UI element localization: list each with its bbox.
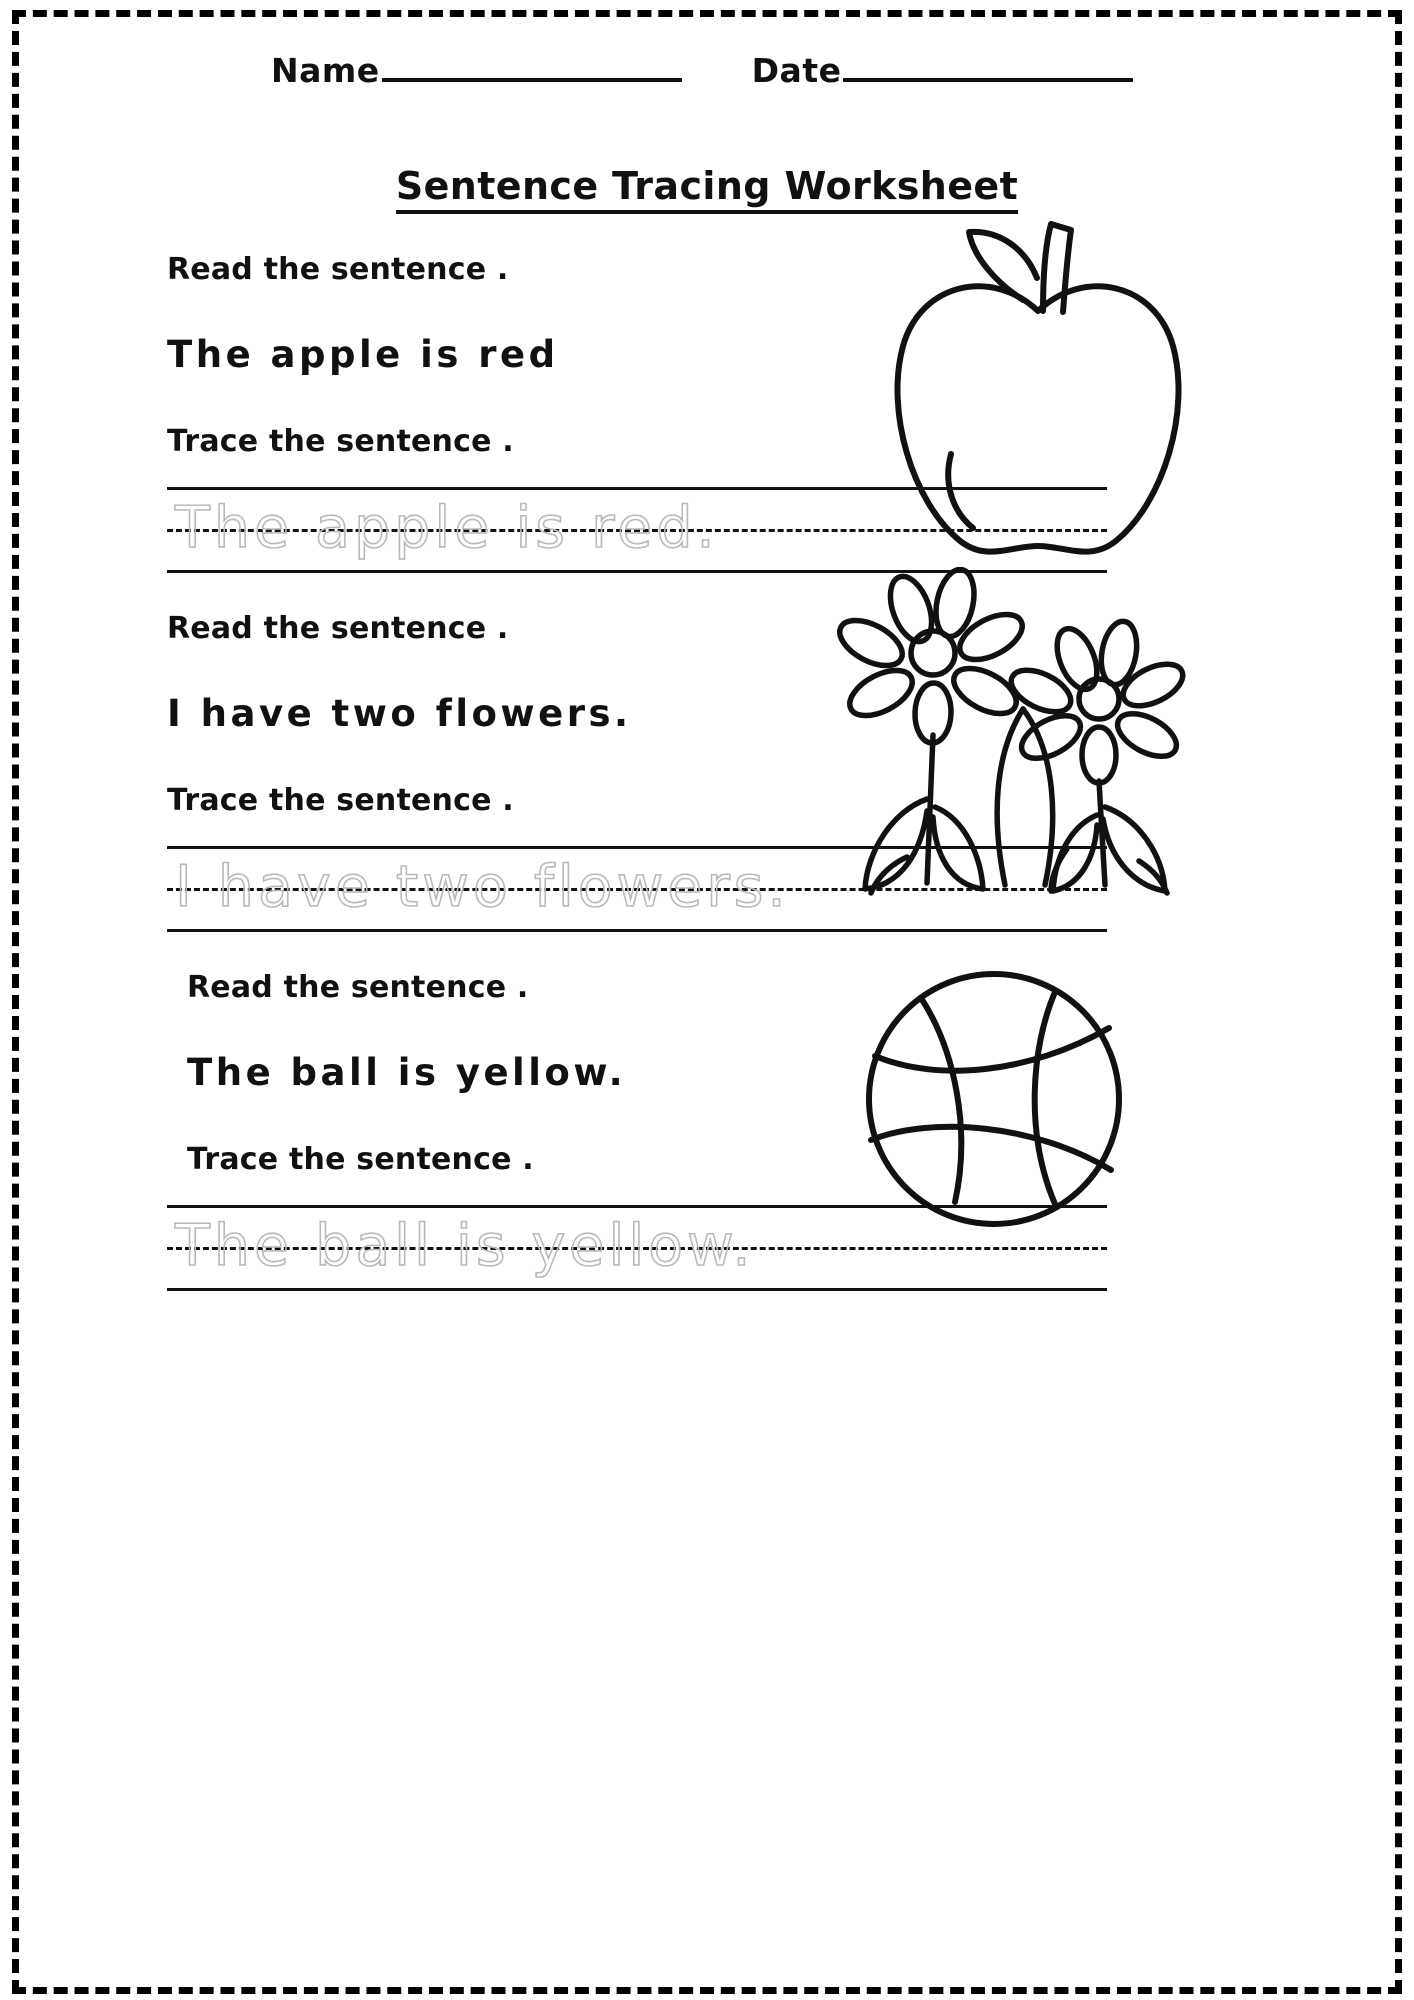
read-prompt-flowers: Read the sentence . [167,611,509,646]
trace-word-ball: Trace [187,1142,279,1177]
page-title: Sentence Tracing Worksheet [396,164,1018,214]
flowers-text-column [167,611,787,818]
trace-rest-flowers: the sentence . [258,783,514,818]
trace-word-apple: Trace [167,424,259,459]
name-label: Name [271,51,380,90]
trace-area-flowers[interactable] [167,846,1107,932]
sentence-apple: The apple is red [167,333,559,376]
worksheet-content [167,14,1247,1291]
exercise-block-apple [167,252,1247,573]
trace-rest-ball: the sentence . [278,1142,534,1177]
read-prompt-ball: Read the sentence . [187,970,529,1005]
trace-prompt-apple [167,424,787,459]
name-field[interactable] [271,48,682,90]
sentence-ball: The ball is yellow. [187,1051,627,1094]
trace-rest-apple: the sentence . [258,424,514,459]
basketball-illustration [859,964,1129,1234]
name-date-row [167,48,1247,90]
trace-prompt-flowers [167,783,787,818]
exercise-block-ball [167,970,1247,1291]
trace-area-apple[interactable] [167,487,1107,573]
trace-prompt-ball [187,1142,807,1177]
title-wrap [167,164,1247,214]
trace-text-flowers: I have two flowers. [175,854,790,920]
trace-text-apple: The apple is red. [175,495,719,561]
date-blank-line[interactable] [843,48,1133,82]
sentence-flowers: I have two flowers. [167,692,632,735]
date-field[interactable] [752,48,1134,90]
name-blank-line[interactable] [382,48,682,82]
trace-text-ball: The ball is yellow. [175,1213,755,1279]
date-label: Date [751,51,842,90]
trace-word-flowers: Trace [167,783,259,818]
trace-area-ball[interactable] [167,1205,1107,1291]
apple-text-column [167,252,787,459]
read-prompt-apple: Read the sentence . [167,252,509,287]
exercise-block-flowers [167,611,1247,932]
ball-text-column [167,970,807,1177]
